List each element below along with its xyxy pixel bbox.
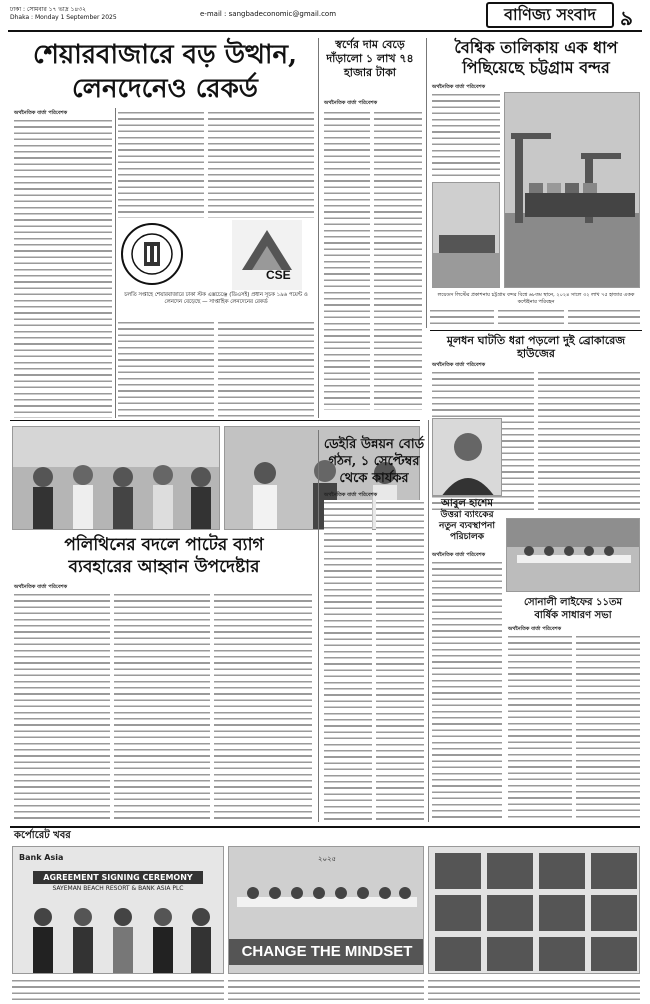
corporate-photo1-banner: AGREEMENT SIGNING CEREMONY <box>33 871 203 884</box>
port-byline: অর্থনৈতিক বার্তা পরিবেশক <box>432 84 486 90</box>
port-headline-line1: বৈশ্বিক তালিকায় এক ধাপ <box>454 38 618 57</box>
lead-headline <box>12 38 318 106</box>
port-photo-2 <box>432 182 500 288</box>
bank-person-photo <box>432 418 502 496</box>
section-rule <box>430 330 642 331</box>
jute-headline-line2: ব্যবহারের আহ্বান উপদেষ্টার <box>68 557 260 577</box>
brokerage-col-2 <box>538 370 640 514</box>
dairy-headline <box>322 436 426 487</box>
lead-headline-line2: লেনদেনেও রেকর্ড <box>72 74 258 104</box>
dairy-headline-line2: গঠন, ১ সেপ্টেম্বর <box>328 454 420 469</box>
jute-photo <box>12 426 220 530</box>
sonali-byline: অর্থনৈতিক বার্তা পরিবেশক <box>508 626 562 632</box>
sonali-headline <box>506 596 640 622</box>
cse-logo-label: CSE <box>266 268 291 282</box>
column-divider <box>318 38 319 418</box>
lead-col-1 <box>14 118 112 418</box>
jute-col-3 <box>214 592 312 822</box>
lead-col-5 <box>218 320 314 418</box>
dairy-col-1 <box>324 500 372 822</box>
masthead: বাণিজ্য সংবাদ <box>486 2 614 28</box>
header-date <box>10 6 117 22</box>
jute-headline <box>12 534 316 578</box>
sonali-col-2 <box>576 634 640 822</box>
header-date-en: Dhaka : Monday 1 September 2025 <box>10 14 117 21</box>
corporate-photo-2 <box>228 846 424 974</box>
section-rule <box>10 420 420 421</box>
corporate-photo1-sub: SAYEMAN BEACH RESORT & BANK ASIA PLC <box>52 885 184 892</box>
brokerage-headline: মূলধন ঘাটতি ধরা পড়লো দুই ব্রোকারেজ হাউজের <box>446 334 626 360</box>
header-date-bn: ঢাকা : সোমবার ১৭ ভাদ্র ১৪৩২ <box>10 6 87 13</box>
dairy-byline: অর্থনৈতিক বার্তা পরিবেশক <box>324 492 378 498</box>
port-headline-line2: পিছিয়েছে চট্টগ্রাম বন্দর <box>462 58 610 77</box>
sonali-headline-line1: সোনালী লাইফের ১১তম <box>523 597 623 608</box>
bank-byline: অর্থনৈতিক বার্তা পরিবেশক <box>432 552 486 558</box>
corporate-photo-3 <box>428 846 640 974</box>
port-headline <box>430 38 642 78</box>
corporate-photo-1 <box>12 846 224 974</box>
port-col-4 <box>568 308 640 328</box>
sonali-headline-line2: বার্ষিক সাধারণ সভা <box>534 610 612 621</box>
jute-headline-line1: পলিথিনের বদলে পাটের ব্যাগ <box>64 535 264 555</box>
dairy-headline-line3: থেকে কার্যকর <box>339 471 409 486</box>
bank-headline-line3: পরিচালক <box>449 532 485 542</box>
bank-headline-block <box>430 498 504 543</box>
corporate-caption-2 <box>228 978 424 1000</box>
jute-col-1 <box>14 592 110 822</box>
column-divider <box>428 420 429 822</box>
jute-byline: অর্থনৈতিক বার্তা পরিবেশক <box>14 584 68 590</box>
gold-col-1 <box>324 110 370 410</box>
corporate-photo2-top: ২০২৫ <box>317 855 337 863</box>
bank-col-1 <box>432 560 502 822</box>
bank-headline-line2: নতুন ব্যবস্থাপনা <box>439 521 495 531</box>
corporate-section-rule <box>10 826 640 840</box>
dairy-headline-line1: ডেইরি উন্নয়ন বোর্ড <box>323 437 425 452</box>
port-col-1 <box>432 92 500 178</box>
port-col-2 <box>430 308 494 328</box>
brokerage-byline: অর্থনৈতিক বার্তা পরিবেশক <box>432 362 486 368</box>
page-number: ৯ <box>620 6 633 30</box>
corporate-caption-1 <box>12 978 224 1000</box>
column-divider <box>318 430 319 822</box>
corporate-photo2-banner: CHANGE THE MINDSET <box>229 939 424 965</box>
lead-col-4 <box>118 320 214 418</box>
cse-logo <box>232 220 302 290</box>
corporate-caption-3 <box>428 978 640 1000</box>
lead-photo-caption: চলতি সপ্তাহে শেয়ারবাজারে ঢাকা স্টক এক্সচেঞ্জে (ডিএসই) প্রধান সূচক ১৯৬ পয়েন্ট ও লেনদেন বেড়েছে — সাপ্তাহিক লেনদেনের রেকর্ড <box>124 292 308 305</box>
gold-headline: স্বর্ণের দাম বেড়ে দাঁড়ালো ১ লাখ ৭৪ হাজার টাকা <box>326 38 414 79</box>
lead-col-3 <box>208 110 314 218</box>
corporate-photo1-logo: Bank Asia <box>19 853 64 862</box>
port-col-3 <box>498 308 564 328</box>
sonali-col-1 <box>508 634 572 822</box>
bank-person-name: আবুল হাশেম <box>441 498 493 509</box>
lead-byline: অর্থনৈতিক বার্তা পরিবেশক <box>14 110 68 116</box>
column-divider <box>115 108 116 418</box>
corporate-section-title: কর্পোরেট খবর <box>14 830 71 841</box>
header-email[interactable]: e-mail : sangbadeconomic@gmail.com <box>200 10 337 18</box>
header-rule <box>8 30 642 32</box>
port-photo <box>504 92 640 288</box>
dairy-col-2 <box>376 500 424 822</box>
lead-headline-line1: শেয়ারবাজারে বড় উত্থান, <box>32 40 298 70</box>
jute-col-2 <box>114 592 210 822</box>
port-photo-caption: লয়েডস লিস্টের প্রকাশনায় চট্টগ্রাম বন্দর বিশ্বে ৬৮তম স্থানে, ২০২৪ সালে ৩২ লাখ ৭৫ হাজার একক কন্টেইনার পরিবহন <box>437 292 635 305</box>
gold-col-2 <box>374 110 422 410</box>
bank-headline-line1: উত্তরা ব্যাংকের <box>440 510 494 520</box>
sonali-photo <box>506 518 640 592</box>
dse-logo <box>120 222 184 286</box>
gold-byline: অর্থনৈতিক বার্তা পরিবেশক <box>324 100 378 106</box>
column-divider <box>426 38 427 328</box>
lead-col-2 <box>118 110 204 218</box>
